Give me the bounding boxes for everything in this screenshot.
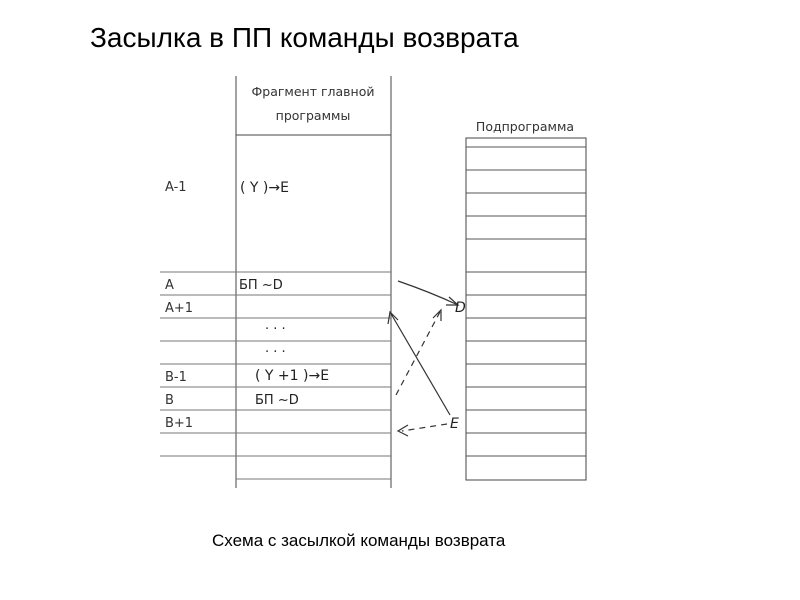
subprogram-column [466, 138, 586, 480]
subprogram-row-lines [466, 147, 586, 456]
marker-d: D [455, 300, 466, 316]
cell-b-instruction: БП ~D [255, 393, 299, 408]
address-label-b-plus-1: B+1 [165, 416, 194, 431]
jump-arrow-a-to-d [398, 281, 458, 305]
subprogram-header: Подпрограмма [475, 119, 575, 134]
arrowhead [433, 310, 441, 321]
return-arrow-e-to-a-plus-1 [390, 312, 450, 415]
return-arrow-e-to-b-plus-1 [402, 424, 447, 431]
diagram-caption: Схема с засылкой команды возврата [212, 531, 506, 550]
slide-title: Засылка в ПП команды возврата [90, 22, 519, 53]
cell-a-minus-1-instruction: ( Y )→E [240, 180, 289, 196]
cell-a-instruction: БП ~D [239, 278, 283, 293]
main-program-header-line1: Фрагмент главной [251, 84, 375, 99]
ellipsis-dots: · · · [265, 345, 286, 360]
address-label-a-minus-1: A-1 [165, 180, 187, 195]
flow-arrows [388, 281, 458, 436]
return-arrow-dashed-up [396, 310, 441, 395]
cell-b-minus-1-instruction: ( Y +1 )→E [255, 368, 330, 384]
marker-e: E [450, 416, 459, 432]
address-label-a-plus-1: A+1 [165, 301, 194, 316]
main-program-header-line2: программы [275, 108, 351, 123]
ellipsis-dots: · · · [265, 322, 286, 337]
subprogram-border [466, 138, 586, 480]
address-label-a: A [165, 278, 174, 293]
address-label-b: B [165, 393, 174, 408]
address-label-b-minus-1: B-1 [165, 370, 187, 385]
